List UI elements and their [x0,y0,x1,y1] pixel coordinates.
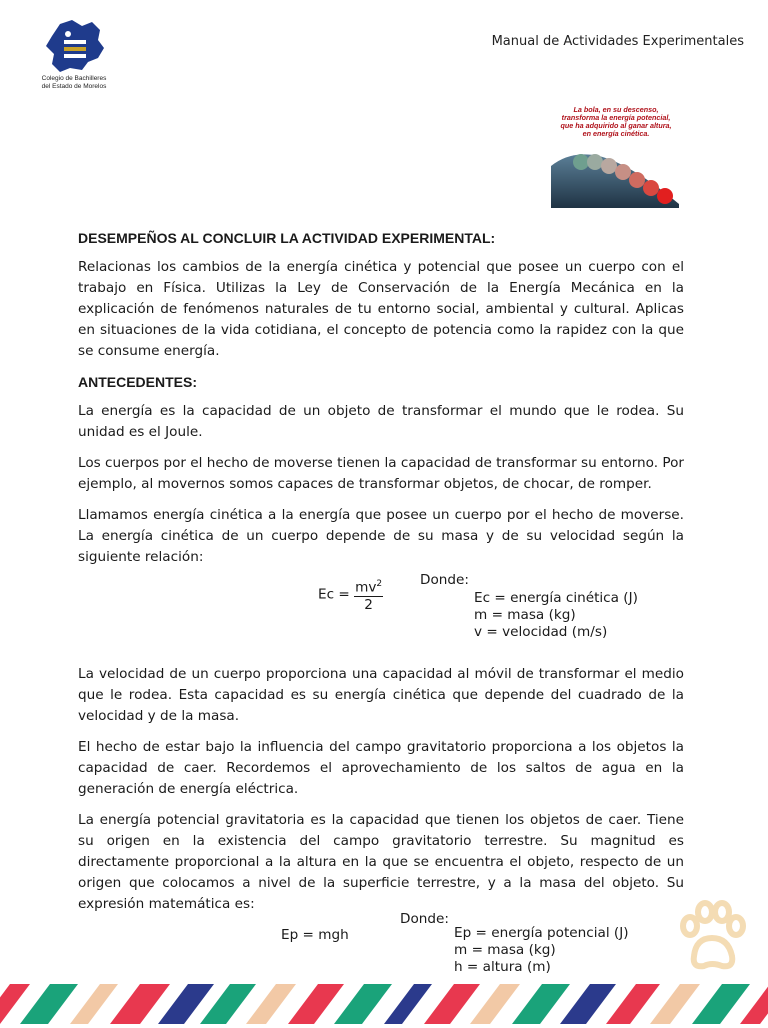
section-heading-desempenos: DESEMPEÑOS AL CONCLUIR LA ACTIVIDAD EXPERIMENTAL: [78,230,496,246]
section-heading-antecedentes: ANTECEDENTES: [78,374,198,390]
morelos-map-icon [42,18,108,74]
definition-v: v = velocidad (m/s) [474,624,608,640]
fraction-denominator: 2 [364,596,373,613]
kinetic-energy-equation [318,576,383,613]
paragraph-cuerpos: Los cuerpos por el hecho de moverse tienen la capacidad de transformar su entorno. Por ejemplo, al movernos somos capaces de transformar objetos, de chocar, de romper. [78,455,684,492]
donde-label-2: Donde: [400,911,449,927]
potential-energy-formula [78,911,684,985]
institution-logo [36,18,116,91]
definition-ec: Ec = energía cinética (J) [474,590,638,606]
document-body [78,228,684,985]
equation-lhs: Ec = [318,586,350,603]
energy-illustration [551,104,679,208]
chevron-pattern [0,984,768,1024]
definition-m: m = masa (kg) [474,607,576,623]
potential-energy-equation: Ep = mgh [281,927,349,943]
paragraph-desempenos: Relacionas los cambios de la energía cinética y potencial que posee un cuerpo con el trabajo en Física. Utilizas la Ley de Conservación de la Energía Mecánica en la explicación de fenómenos naturales de tu entorno social, ambiental y cultural. Aplicas en situaciones de la vida cotidiana, el concepto de potencia como la rapidez con la que se consume energía. [78,259,684,359]
illustration-caption: La bola, en su descenso, transforma la energía potencial, que ha adquirido al ganar altura, en energía cinética. [560,105,672,138]
potential-variable-definitions [454,925,629,976]
fraction-numerator: mv [355,579,377,596]
paragraph-campo-gravitatorio: El hecho de estar bajo la influencia del campo gravitatorio proporciona a los objetos la capacidad de caer. Recordemos el aprovechamiento de los saltos de agua en la generación de energía eléctrica. [78,739,684,797]
paragraph-energia: La energía es la capacidad de un objeto de transformar el mundo que le rodea. Su unidad es el Joule. [78,403,684,440]
equation-fraction [354,576,383,613]
paragraph-energia-potencial: La energía potencial gravitatoria es la capacidad que tienen los objetos de caer. Tiene su origen en la existencia del campo gravitatorio terrestre. Su magnitud es directamente proporcional a la altura en la que se encuentra el objeto, respecto de un origen que colocamos a nivel de la superficie terrestre, y a la masa del objeto. Su expresión matemática es: [78,812,684,912]
paw-watermark-icon [676,900,748,980]
definition-h: h = altura (m) [454,959,551,975]
kinetic-variable-definitions [474,590,638,641]
paragraph-velocidad: La velocidad de un cuerpo proporciona una capacidad al móvil de transformar el medio que le rodea. Esta capacidad es su energía cinética que depende del cuadrado de la velocidad y de la masa. [78,666,684,724]
paragraph-energia-cinetica: Llamamos energía cinética a la energía que posee un cuerpo por el hecho de moverse. La energía cinética de un cuerpo depende de su masa y de su velocidad según la siguiente relación: [78,507,684,565]
definition-m-2: m = masa (kg) [454,942,556,958]
kinetic-energy-formula [78,570,684,650]
logo-text: Colegio de Bachilleres del Estado de Morelos [41,75,107,90]
fraction-exponent: 2 [376,579,383,589]
definition-ep: Ep = energía potencial (J) [454,925,629,941]
donde-label: Donde: [420,572,469,588]
document-title: Manual de Actividades Experimentales [491,34,744,49]
decorative-footer-banner [0,984,768,1024]
